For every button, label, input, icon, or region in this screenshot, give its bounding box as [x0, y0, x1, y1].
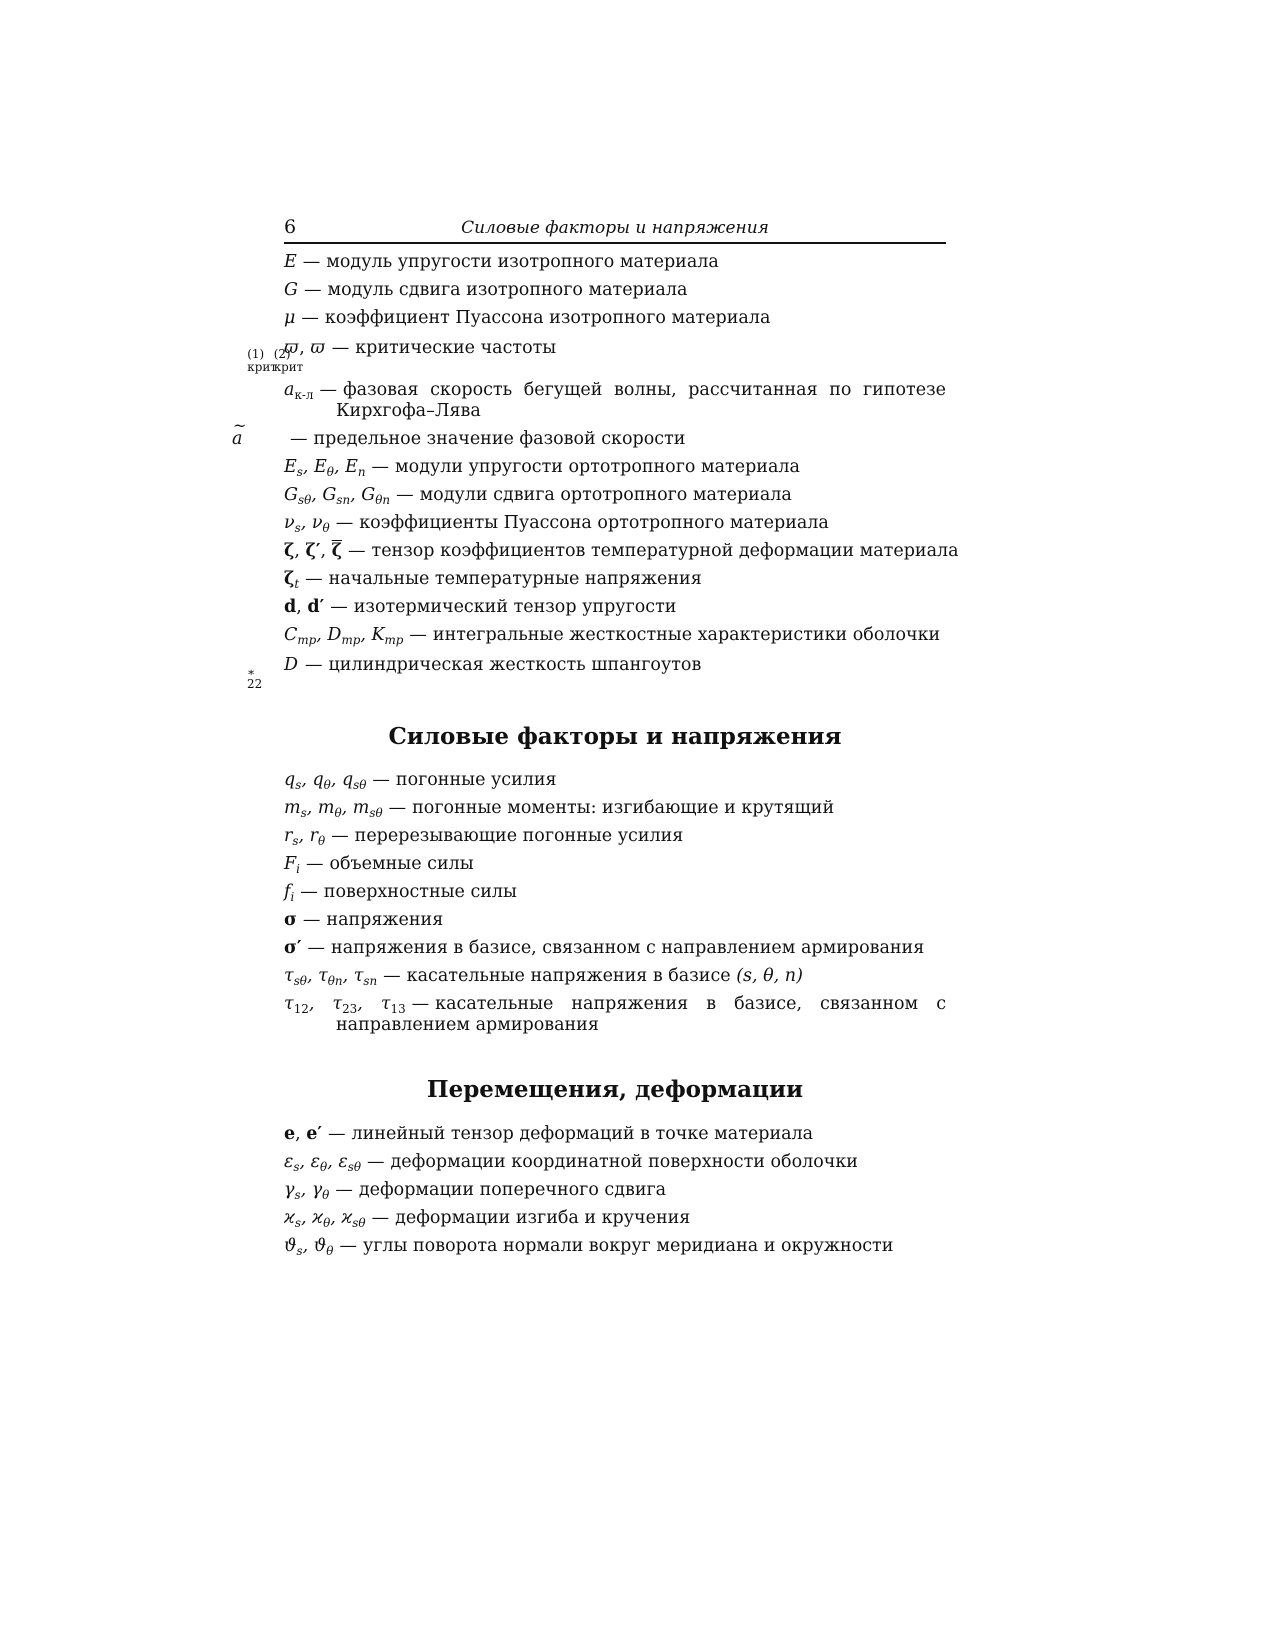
notation-desc: критические частоты	[355, 338, 557, 358]
notation-entry: a — предельное значение фазовой скорости	[232, 429, 686, 450]
notation-desc: фазовая скорость бегущей волны, рассчитанная по гипотезе Кирхгофа–Лява	[336, 380, 946, 422]
notation-desc: цилиндрическая жесткость шпангоутов	[328, 655, 702, 676]
notation-entry: $ϰ_s$, $ϰ_\theta$, $ϰ_{s\theta}$ — деформации изгиба и кручения	[284, 1208, 691, 1231]
notation-desc: деформации поперечного сдвига	[358, 1180, 667, 1200]
notation-entry: $\tau_{s\theta}$, $\tau_{\theta n}$, $\tau_{sn}$ — касательные напряжения в базисе (s, θ, n)	[284, 966, 803, 989]
notation-entry: $m_s$, $m_\theta$, $m_{s\theta}$ — погонные моменты: изгибающие и крутящий	[284, 798, 835, 821]
notation-list-forces	[284, 770, 946, 1043]
notation-desc: модуль сдвига изотропного материала	[327, 280, 688, 300]
running-title: Силовые факторы и напряжения	[461, 218, 769, 238]
running-head	[284, 216, 946, 244]
notation-desc: погонные моменты: изгибающие и крутящий	[412, 798, 835, 818]
notation-desc: тензор коэффициентов температурной деформации материала	[371, 541, 959, 562]
notation-desc: деформации изгиба и кручения	[395, 1208, 691, 1228]
notation-desc: касательные напряжения в базисе	[406, 966, 731, 986]
section-title-displacements: Перемещения, деформации	[426, 1076, 804, 1103]
notation-entry: ζ, ζ′, $\overline{\zeta}$ — тензор коэффициентов температурной деформации материала	[284, 541, 959, 562]
notation-entry: σ — напряжения	[284, 910, 444, 930]
notation-desc: объемные силы	[329, 854, 474, 874]
notation-entry: $C_{mp}$, $D_{mp}$, $K_{mp}$ — интегральные жесткостные характеристики оболочки	[284, 625, 941, 648]
notation-entry: E — модуль упругости изотропного материала	[284, 252, 719, 272]
notation-entry: $\varepsilon_s$, $\varepsilon_\theta$, $\varepsilon_{s\theta}$ — деформации координатной поверхности оболочки	[284, 1152, 858, 1175]
notation-entry: $\zeta_t$ — начальные температурные напряжения	[284, 569, 702, 592]
notation-entry: $f_i$ — поверхностные силы	[284, 882, 517, 905]
notation-entry: d, d′ — изотермический тензор упругости	[284, 597, 677, 618]
notation-entry: $\tau_{12}$, $\tau_{23}$, $\tau_{13}$ — касательные напряжения в базисе, связанном с направлением армирования	[284, 994, 946, 1035]
notation-entry: $E_s$, $E_\theta$, $E_n$ — модули упругости ортотропного материала	[284, 457, 800, 480]
notation-entry: D ∗ 22 — цилиндрическая жесткость шпангоутов	[247, 655, 702, 692]
notation-entry: $r_s$, $r_\theta$ — перерезывающие погонные усилия	[284, 826, 684, 849]
section-title-forces: Силовые факторы и напряжения	[388, 723, 842, 750]
notation-entry: ϖ (1) крит , ϖ (2) крит — критические частоты	[247, 338, 557, 374]
notation-desc: деформации координатной поверхности оболочки	[390, 1152, 858, 1172]
notation-desc: начальные температурные напряжения	[328, 569, 702, 590]
notation-entry: $F_i$ — объемные силы	[284, 854, 474, 877]
notation-entry: μ — коэффициент Пуассона изотропного материала	[284, 308, 771, 328]
notation-desc: предельное значение фазовой скорости	[313, 429, 686, 450]
notation-desc: погонные усилия	[395, 770, 557, 790]
notation-entry: e, e′ — линейный тензор деформаций в точке материала	[284, 1124, 814, 1144]
notation-entry: $ϑ_s$, $ϑ_\theta$ — углы поворота нормали вокруг меридиана и окружности	[284, 1236, 894, 1259]
notation-entry: $q_s$, $q_\theta$, $q_{s\theta}$ — погонные усилия	[284, 770, 557, 793]
notation-desc: перерезывающие погонные усилия	[354, 826, 684, 846]
notation-desc: модуль упругости изотропного материала	[326, 252, 719, 272]
notation-list-materials	[232, 252, 959, 698]
page-number: 6	[284, 216, 297, 238]
notation-desc: модули упругости ортотропного материала	[395, 457, 800, 478]
notation-desc: напряжения	[326, 910, 444, 930]
notation-desc: линейный тензор деформаций в точке материала	[351, 1124, 814, 1144]
notation-list-displacements	[284, 1124, 946, 1264]
notation-entry: $a_{к-л}$ — фазовая скорость бегущей волны, рассчитанная по гипотезе Кирхгофа–Лява	[284, 380, 946, 422]
notation-desc: углы поворота нормали вокруг меридиана и окружности	[362, 1236, 894, 1256]
notation-desc: коэффициенты Пуассона ортотропного материала	[359, 513, 829, 534]
notation-entry: G — модуль сдвига изотропного материала	[284, 280, 688, 300]
notation-desc: напряжения в базисе, связанном с направлением армирования	[331, 938, 925, 958]
notation-desc: модули сдвига ортотропного материала	[419, 485, 792, 506]
notation-entry: $\gamma_s$, $\gamma_\theta$ — деформации поперечного сдвига	[284, 1180, 667, 1203]
notation-entry: σ′ — напряжения в базисе, связанном с направлением армирования	[284, 938, 925, 958]
notation-desc: касательные напряжения в базисе, связанном с направлением армирования	[336, 994, 946, 1035]
notation-entry: $G_{s\theta}$, $G_{sn}$, $G_{\theta n}$ — модули сдвига ортотропного материала	[284, 485, 792, 508]
notation-desc: поверхностные силы	[323, 882, 517, 902]
notation-entry: $\nu_s$, $\nu_\theta$ — коэффициенты Пуассона ортотропного материала	[284, 513, 829, 536]
notation-desc: изотермический тензор упругости	[353, 597, 677, 618]
notation-desc: интегральные жесткостные характеристики оболочки	[432, 625, 941, 646]
notation-desc: коэффициент Пуассона изотропного материала	[324, 308, 771, 328]
